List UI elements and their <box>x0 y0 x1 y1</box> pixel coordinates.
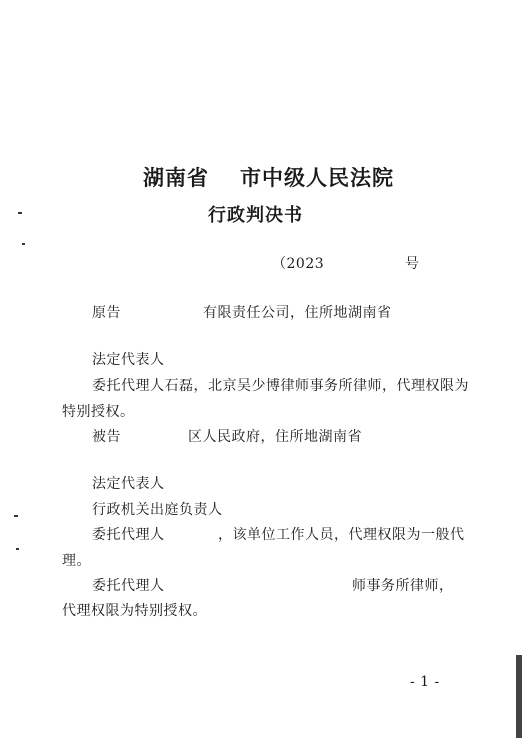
plaintiff-text: 有限责任公司，住所地湖南省 <box>203 305 392 321</box>
defendant-agent-2-line-2: 代理权限为特别授权。 <box>62 603 207 619</box>
document-type-title: 行政判决书 <box>208 205 303 226</box>
defendant-agent-1-text: ，该单位工作人员，代理权限为一般代 <box>218 527 465 543</box>
page-number: - 1 - <box>410 674 440 690</box>
scan-mark <box>18 212 22 214</box>
plaintiff-legal-representative: 法定代表人 <box>92 352 165 368</box>
case-number-prefix: （2023 <box>272 256 325 272</box>
administrative-head: 行政机关出庭负责人 <box>92 502 223 518</box>
scan-mark <box>22 243 25 245</box>
scan-mark <box>14 515 18 517</box>
defendant-label: 被告 <box>92 429 121 445</box>
court-province: 湖南省 <box>143 165 209 190</box>
defendant-agent-1-line-2: 理。 <box>62 553 91 569</box>
defendant-agent-2-text: 师事务所律师， <box>352 578 454 594</box>
defendant-agent-2-label: 委托代理人 <box>92 578 165 594</box>
court-name: 市中级人民法院 <box>240 165 394 190</box>
defendant-agent-1-label: 委托代理人 <box>92 527 165 543</box>
scan-edge-shadow <box>516 655 522 738</box>
defendant-text: 区人民政府，住所地湖南省 <box>188 429 362 445</box>
plaintiff-agent-line-1: 委托代理人石磊，北京吴少博律师事务所律师，代理权限为 <box>92 378 469 394</box>
defendant-legal-representative: 法定代表人 <box>92 476 165 492</box>
scan-mark <box>16 548 19 550</box>
case-number-suffix: 号 <box>405 256 420 272</box>
plaintiff-label: 原告 <box>92 305 121 321</box>
plaintiff-agent-line-2: 特别授权。 <box>62 404 135 420</box>
